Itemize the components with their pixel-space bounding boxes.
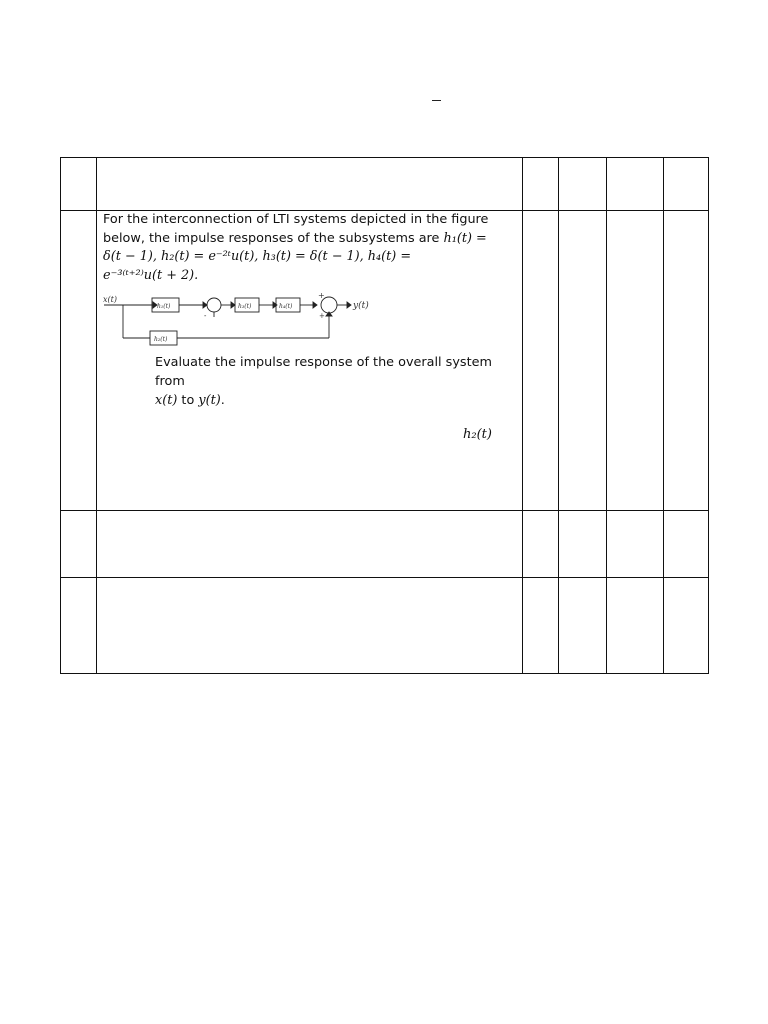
- cell: [97, 158, 523, 211]
- cell: [61, 211, 97, 511]
- question-line: e⁻³⁽ᵗ⁺²⁾u(t + 2).: [103, 267, 199, 283]
- table-row-question: [61, 211, 709, 511]
- cell: [97, 511, 523, 578]
- question-line: [155, 391, 516, 410]
- h2-label: h₂(t): [463, 427, 492, 442]
- cell: [664, 578, 709, 674]
- math-span: x(t): [155, 393, 178, 408]
- cell: [523, 578, 559, 674]
- cell: [61, 578, 97, 674]
- plus-sign: +: [319, 312, 325, 320]
- question-cell: [97, 211, 523, 511]
- cell: [664, 511, 709, 578]
- cell: [607, 211, 664, 511]
- cell: [664, 158, 709, 211]
- summing-junction-1: [207, 298, 221, 312]
- arrowhead: [347, 302, 351, 308]
- question-text: [97, 211, 522, 285]
- input-label: x(t): [103, 295, 117, 304]
- arrowhead: [313, 302, 317, 308]
- plus-sign: +: [318, 293, 325, 300]
- cell: [607, 158, 664, 211]
- question-line: Evaluate the impulse response of the overall system from: [155, 355, 492, 389]
- question-line: For the interconnection of LTI systems depicted in the figure: [103, 212, 489, 227]
- minus-sign: -: [204, 312, 207, 320]
- block-h3-label: h₃(t): [238, 303, 252, 310]
- question-line: [103, 230, 516, 249]
- question-text-span: below, the impulse responses of the subsystems are: [103, 230, 444, 246]
- cell: [664, 211, 709, 511]
- question-table: [60, 157, 709, 674]
- output-label: y(t): [353, 301, 369, 311]
- cell: [61, 511, 97, 578]
- cell: [523, 211, 559, 511]
- cell: [97, 578, 523, 674]
- cell: [61, 158, 97, 211]
- cell: [607, 511, 664, 578]
- cell: [559, 578, 607, 674]
- question-text-span: .: [220, 393, 225, 408]
- math-span: h₁(t) =: [443, 230, 487, 246]
- cell: [559, 158, 607, 211]
- cell: [559, 211, 607, 511]
- question-text-span: to: [177, 393, 199, 408]
- evaluate-text: [149, 353, 522, 410]
- table-row-empty: [61, 578, 709, 674]
- block-diagram: [101, 293, 401, 351]
- cell: [523, 158, 559, 211]
- table-row-header: [61, 158, 709, 211]
- cell: [559, 511, 607, 578]
- math-span: y(t): [198, 393, 221, 408]
- arrowhead: [203, 302, 207, 308]
- cell: [523, 511, 559, 578]
- question-line: δ(t − 1), h₂(t) = e⁻²ᵗu(t), h₃(t) = δ(t − 1), h₄(t) =: [103, 249, 412, 264]
- block-h4-label: h₄(t): [279, 303, 293, 310]
- header-dash: [432, 100, 441, 101]
- cell: [607, 578, 664, 674]
- table-row-empty: [61, 511, 709, 578]
- block-h1-label: h₁(t): [157, 303, 171, 310]
- arrowhead: [231, 302, 235, 308]
- block-h2-label: h₂(t): [154, 336, 168, 343]
